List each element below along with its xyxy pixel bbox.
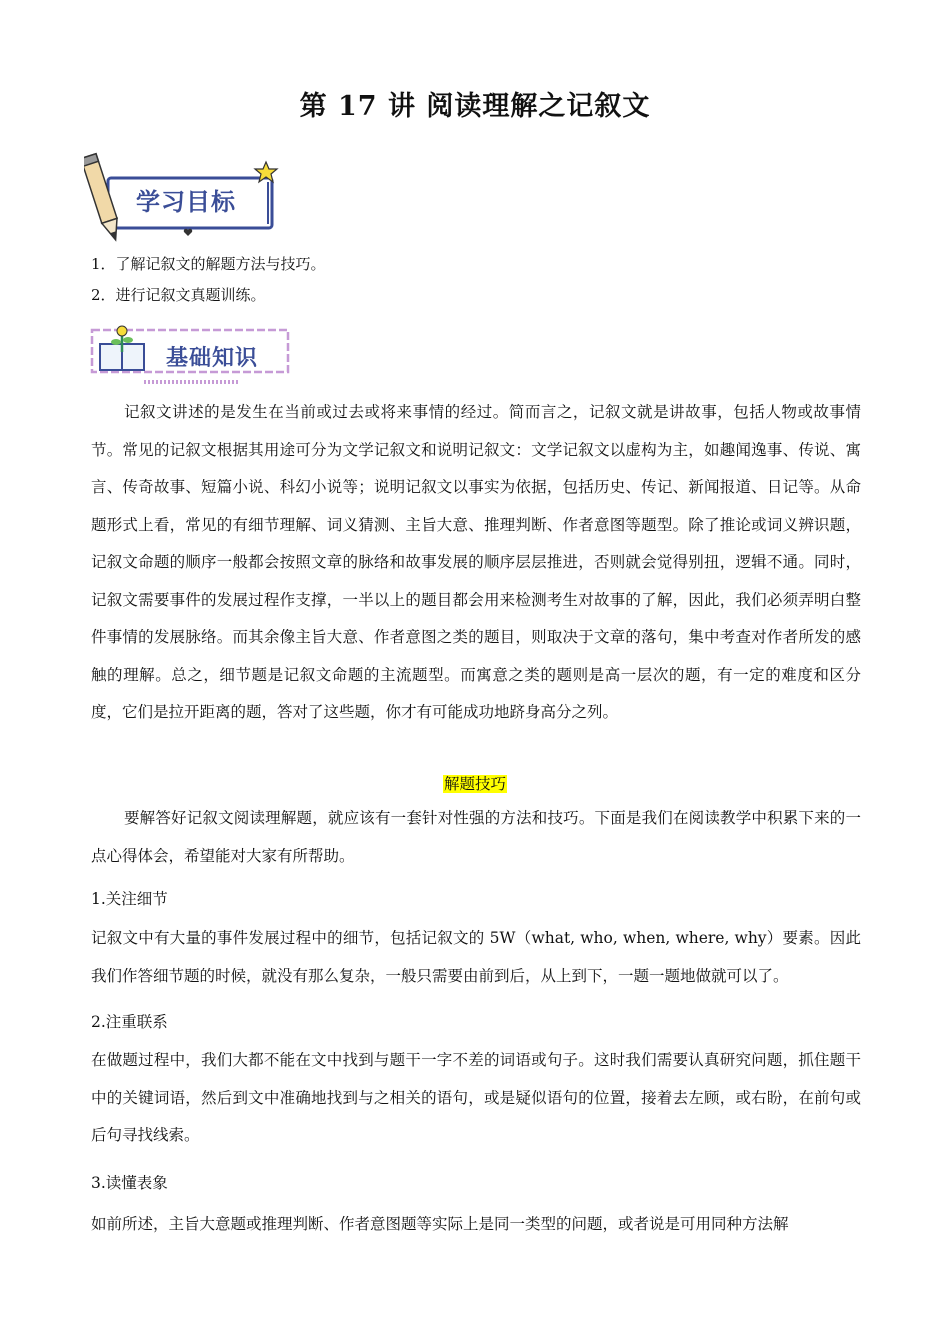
section-body-1: 记叙文中有大量的事件发展过程中的细节，包括记叙文的 5W（what, who, when, where, why）要素。因此我们作答细节题的时候，就没有那么复杂，一般只需要由前到后，从上到下，一题一题地做就可以了。 <box>91 929 861 985</box>
basic-knowledge-label: 基础知识 <box>166 346 259 371</box>
intro-paragraph: 记叙文讲述的是发生在当前或过去或将来事情的经过。简而言之，记叙文就是讲故事，包括人物或故事情节。常见的记叙文根据其用途可分为文学记叙文和说明记叙文：文学记叙文以虚构为主，如趣闻逸事、传说、寓言、传奇故事、短篇小说、科幻小说等；说明记叙文以事实为依据，包括历史、传记、新闻报道、日记等。从命题形式上看，常见的有细节理解、词义猜测、主旨大意、推理判断、作者意图等题型。除了推论或词义辨识题，记叙文命题的顺序一般都会按照文章的脉络和故事发展的顺序层层推进，否则就会觉得别扭，逻辑不通。同时，记叙文需要事件的发展过程作支撑，一半以上的题目都会用来检测考生对故事的了解，因此，我们必须弄明白整件事情的发展脉络。而其余像主旨大意、作者意图之类的题目，则取决于文章的落句，集中考查对作者所发的感触的理解。总之，细节题是记叙文命题的主流题型。而寓意之类的题则是高一层次的题，有一定的难度和区分度，它们是拉开距离的题，答对了这些题，你才有可能成功地跻身高分之列。 <box>91 403 861 721</box>
learning-goals-badge <box>84 150 284 250</box>
basic-knowledge-badge <box>88 324 298 390</box>
goal-item-2: 2．进行记叙文真题训练。 <box>91 286 266 304</box>
tips-intro-paragraph: 要解答好记叙文阅读理解题，就应该有一套针对性强的方法和技巧。下面是我们在阅读教学中积累下来的一点心得体会，希望能对大家有所帮助。 <box>91 809 861 865</box>
page-title: 第 17 讲 阅读理解之记叙文 <box>299 91 651 122</box>
section-heading-1: 1.关注细节 <box>91 890 168 908</box>
section-heading-2: 2.注重联系 <box>91 1013 168 1031</box>
section-body-2: 在做题过程中，我们大都不能在文中找到与题干一字不差的词语或句子。这时我们需要认真研究问题，抓住题干中的关键词语，然后到文中准确地找到与之相关的语句，或是疑似语句的位置，接着去左顾，或右盼，在前句或后句寻找线索。 <box>91 1051 861 1144</box>
section-body-3: 如前所述，主旨大意题或推理判断、作者意图题等实际上是同一类型的问题，或者说是可用同种方法解 <box>91 1215 789 1233</box>
learning-goals-label: 学习目标 <box>136 188 236 216</box>
section-heading-3: 3.读懂表象 <box>91 1174 168 1192</box>
tips-heading: 解题技巧 <box>443 775 506 793</box>
goal-item-1: 1．了解记叙文的解题方法与技巧。 <box>91 255 326 273</box>
tips-heading-wrap <box>0 772 950 794</box>
